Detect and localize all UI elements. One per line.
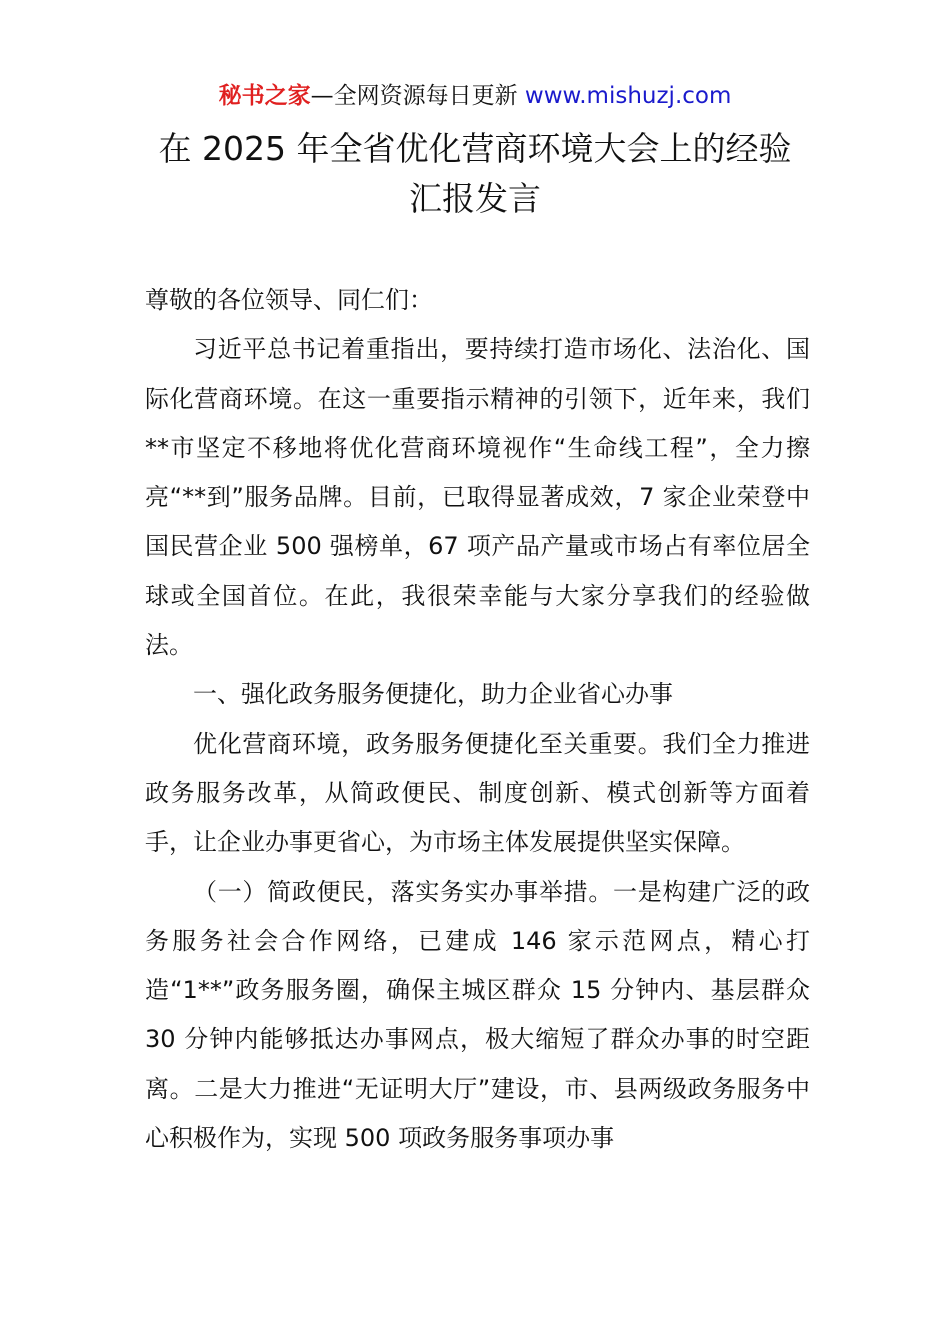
salutation: 尊敬的各位领导、同仁们： (145, 286, 433, 314)
title-line-2: 汇报发言 (409, 179, 541, 218)
paragraph-intro: 习近平总书记着重指出，要持续打造市场化、法治化、国际化营商环境。在这一重要指示精神的引领下，近年来，我们**市坚定不移地将优化营商环境视作“生命线工程”，全力擦亮“**到”服务品牌。目前，已取得显著成效，7 家企业荣登中国民营企业 500 强榜单，67 项产品产量或市场占有率位居全球或全国首位。在此，我很荣幸能与大家分享我们的经验做法。 (145, 335, 810, 660)
document-title (100, 124, 850, 224)
document-body (145, 276, 810, 1163)
section-heading-1: 一、强化政务服务便捷化，助力企业省心办事 (193, 680, 673, 709)
brand-name: 秘书之家 (218, 83, 311, 109)
site-header (0, 80, 950, 112)
site-url-link[interactable]: www.mishuzj.com (524, 83, 732, 109)
paragraph-section-1: 优化营商环境，政务服务便捷化至关重要。我们全力推进政务服务改革，从简政便民、制度创新、模式创新等方面着手，让企业办事更省心，为市场主体发展提供坚实保障。 (145, 729, 810, 857)
header-tagline: —全网资源每日更新 (310, 83, 525, 109)
paragraph-subsection-1: （一）简政便民，落实务实办事举措。一是构建广泛的政务服务社会合作网络，已建成 146 家示范网点，精心打造“1**”政务服务圈，确保主城区群众 15 分钟内、基层群众 30 分钟内能够抵达办事网点，极大缩短了群众办事的时空距离。二是大力推进“无证明大厅”建设，市、县两级政务服务中心积极作为，实现 500 项政务服务事项办事 (145, 877, 810, 1153)
title-line-1: 在 2025 年全省优化营商环境大会上的经验 (158, 129, 792, 168)
